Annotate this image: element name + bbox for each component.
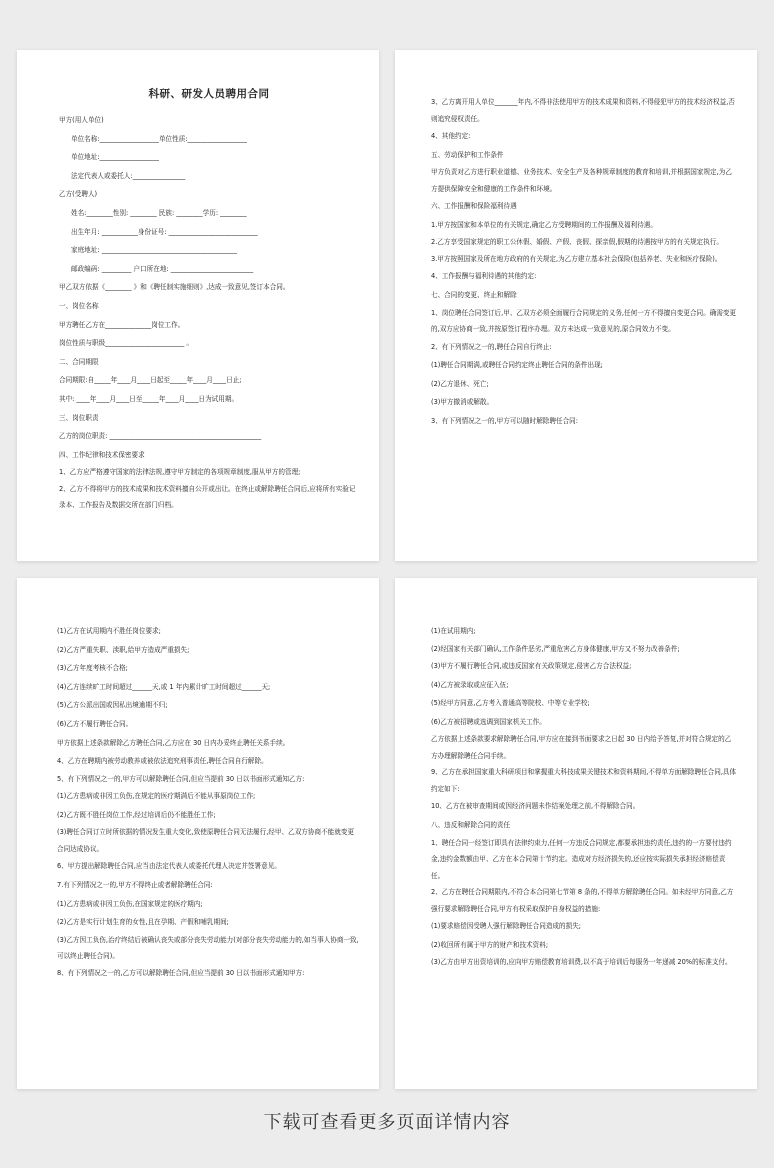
contract-line: 1、乙方应严格遵守国家的法律法规,遵守甲方制定的各项规章制度,服从甲方的管理; <box>59 468 301 477</box>
contract-line: 6、甲方提出解除聘任合同,应当由法定代表人或委托代理人决定并签署意见。 <box>57 862 281 871</box>
contract-line: 1、聘任合同一经签订即具有法律约束力,任何一方违反合同规定,都要承担违约责任,违约的一方要付违约金,违约金数额由甲、乙方在本合同第十节约定。造成对方经济损失的,还应按实际损失承担经济赔偿责任。 <box>431 838 732 880</box>
contract-line: (1)乙方在试用期内不胜任岗位要求; <box>57 627 161 635</box>
contract-line: (1)要求赔偿因受聘人强行解除聘任合同造成的损失; <box>431 922 582 931</box>
contract-line: 3.甲方按照国家及所在地方政府的有关规定,为乙方建立基本社会保险(包括养老、失业和医疗保险)。 <box>431 254 722 263</box>
contract-line: 9、乙方在承担国家重大科研项目和掌握重大科技成果关键技术和资料期间,不得单方面解除聘任合同,具体约定如下: <box>431 768 737 793</box>
contract-line: 家庭地址: _________________________________________ <box>71 246 237 255</box>
contract-line: 2、乙方不得将甲方的技术成果和技术资料擅自公开或出让。在终止或解除聘任合同后,应将所有实验记录本、工作报告及数据交所在部门归档。 <box>59 484 356 510</box>
contract-line: (4)乙方被录取或应征入伍; <box>431 680 509 689</box>
contract-line: (5)乙方公派出国或因私出境逾期不归; <box>57 701 168 710</box>
page-2-body <box>431 94 737 431</box>
contract-line: 其中: ____年____月____日至_____年____月____日为试用期。 <box>59 394 239 403</box>
contract-line: 邮政编码: _________ 户口所在地: _________________________ <box>71 264 254 273</box>
contract-line: 4、乙方在聘期内被劳动教养或被依法追究刑事责任,聘任合同自行解除。 <box>57 757 268 766</box>
contract-line: 三、岗位职责 <box>59 413 99 422</box>
contract-line: 一、岗位名称 <box>59 301 99 310</box>
page-1-body <box>59 111 359 514</box>
contract-line: (1)乙方患病或非因工负伤,在规定的医疗期满后不能从事原岗位工作; <box>57 792 256 801</box>
contract-line: (1)在试用期内; <box>431 627 476 635</box>
contract-line: (2)乙方既不胜任岗位工作,经过培训后仍不能胜任工作; <box>57 810 216 819</box>
contract-line: (3)乙方由甲方出资培训的,应向甲方赔偿教育培训费,以不高于培训后每服务一年递减 20%的标准支付。 <box>431 958 732 967</box>
document-page-2 <box>395 50 757 561</box>
contract-line: 4、工作报酬与福利待遇的其他约定: <box>431 272 537 281</box>
contract-line: 5、有下列情况之一的,甲方可以解除聘任合同,但应当提前 30 日以书面形式通知乙方: <box>57 774 305 783</box>
contract-line: (2)乙方退休、死亡; <box>431 379 489 388</box>
contract-line: 合同期限:自_____年____月____日起至_____年____月____日止; <box>59 376 242 385</box>
contract-line: 八、违反和解除合同的责任 <box>431 821 511 830</box>
contract-line: (6)乙方不履行聘任合同。 <box>57 719 133 728</box>
contract-line: 8、有下列情况之一的,乙方可以解除聘任合同,但应当提前 30 日以书面形式通知甲方: <box>57 968 305 977</box>
contract-line: 甲方(用人单位) <box>59 116 104 124</box>
contract-line: 4、其他约定: <box>431 132 471 140</box>
contract-line: (3)聘任合同订立时所依据的情况发生重大变化,致使原聘任合同无法履行,经甲、乙双方协商不能就变更合同达成协议。 <box>57 828 355 853</box>
contract-line: 2、乙方在聘任合同期限内,不符合本合同第七节第 8 条的,不得单方解除聘任合同。如未经甲方同意,乙方强行要求解除聘任合同,甲方有权采取保护自身权益的措施: <box>431 888 734 913</box>
page-4-body <box>431 622 737 971</box>
contract-line: (1)乙方患病或非因工负伤,在国家规定的医疗期内; <box>57 899 203 908</box>
contract-line: 六、工作报酬和保险福利待遇 <box>431 202 517 211</box>
contract-line: 乙方(受聘人) <box>59 190 98 199</box>
contract-line: 乙方依据上述条款要求解除聘任合同,甲方应在接到书面要求之日起 30 日内给予答复,并对符合规定的乙方办理解除聘任合同手续。 <box>431 735 732 760</box>
contract-line: 姓名:________性别: ________ 民族: ________学历: ________ <box>71 208 247 217</box>
contract-line: 2.乙方享受国家规定的职工公休假、婚假、产假、丧假、探亲假,假期的待遇按甲方的有关规定执行。 <box>431 238 723 247</box>
contract-line: 甲乙双方依据《________ 》和《聘任制实施细则》,达成一致意见,签订本合同。 <box>59 283 290 292</box>
contract-line: 二、合同期限 <box>59 357 99 366</box>
contract-line: (6)乙方被招聘或选调到国家机关工作。 <box>431 717 546 726</box>
contract-line: 2、有下列情况之一的,聘任合同自行终止: <box>431 342 552 351</box>
contract-line: (1)聘任合同期满,或聘任合同约定终止聘任合同的条件出现; <box>431 361 603 370</box>
contract-line: (3)乙方因工负伤,治疗终结后被确认丧失或部分丧失劳动能力(对部分丧失劳动能力的,如当事人协商一致,可以终止聘任合同)。 <box>57 935 359 961</box>
document-page-4 <box>395 578 757 1089</box>
contract-line: 出生年月: ___________身份证号: ___________________________ <box>71 227 258 236</box>
contract-line: 1.甲方按国家和本单位的有关规定,确定乙方受聘期间的工作报酬及福利待遇。 <box>431 220 657 229</box>
contract-line: 七、合同的变更、终止和解除 <box>431 290 517 299</box>
contract-line: (5)经甲方同意,乙方考入普通高等院校、中等专业学校; <box>431 699 590 708</box>
download-more-footer[interactable]: 下载可查看更多页面详情内容 <box>263 1112 511 1133</box>
document-page-3 <box>17 578 379 1089</box>
contract-line: 法定代表人或委托人:________________ <box>71 171 186 180</box>
contract-line: 单位地址:__________________ <box>71 153 159 162</box>
contract-line: 10、乙方在被审查期间或因经济问题未作结案处理之前,不得解除合同。 <box>431 802 640 811</box>
contract-line: 单位名称:__________________单位性质:__________________ <box>71 134 247 143</box>
contract-line: 甲方负责对乙方进行职业道德、业务技术、安全生产及各种规章制度的教育和培训,并根据国家规定,为乙方提供保障安全和健康的工作条件和环境。 <box>431 168 732 193</box>
contract-line: 甲方依据上述条款解除乙方聘任合同,乙方应在 30 日内办妥终止聘任关系手续。 <box>57 738 290 747</box>
contract-line: 1、岗位聘任合同签订后,甲、乙双方必须全面履行合同规定的义务,任何一方不得擅自变更合同。确需变更的,双方应协商一致,并按原签订程序办理。双方未达成一致意见的,原合同效力不变。 <box>431 308 737 334</box>
contract-line: 岗位性质与职级________________________ 。 <box>59 339 193 348</box>
contract-line: (2)乙方严重失职、渎职,给甲方造成严重损失; <box>57 645 190 654</box>
contract-line: 乙方的岗位职责: ______________________________________________ <box>59 432 262 441</box>
contract-line: (4)乙方连续旷工时间超过______天,或 1 年内累计旷工时间超过______天; <box>57 682 271 691</box>
contract-line: 3、有下列情况之一的,甲方可以随时解除聘任合同: <box>431 416 578 425</box>
contract-line: (2)经国家有关部门确认,工作条件恶劣,严重危害乙方身体健康,甲方又不努力改善条件; <box>431 644 680 653</box>
document-page-1 <box>17 50 379 561</box>
contract-line: 3、乙方离开用人单位_______年内,不得非法使用甲方的技术成果和资料,不得侵犯甲方的技术经济权益,否则追究侵权责任。 <box>431 98 735 123</box>
contract-line: (3)乙方年度考核不合格; <box>57 664 128 673</box>
contract-line: (2)收回所有属于甲方的财产和技术资料; <box>431 940 549 949</box>
contract-title: 科研、研发人员聘用合同 <box>148 88 270 100</box>
contract-line: 五、劳动保护和工作条件 <box>431 150 504 159</box>
contract-line: (3)甲方不履行聘任合同,或违反国家有关政策规定,侵害乙方合法权益; <box>431 662 632 671</box>
contract-line: (2)乙方是实行计划生育的女性,且在孕期、产假和哺乳期间; <box>57 918 229 927</box>
contract-line: 四、工作纪律和技术保密要求 <box>59 450 145 459</box>
page-3-body <box>57 622 359 981</box>
contract-line: 甲方聘任乙方在______________岗位工作。 <box>59 320 185 329</box>
contract-line: 7.有下列情况之一的,甲方不得终止或者解除聘任合同: <box>57 881 213 890</box>
contract-line: (3)甲方撤消或解散。 <box>431 398 494 407</box>
